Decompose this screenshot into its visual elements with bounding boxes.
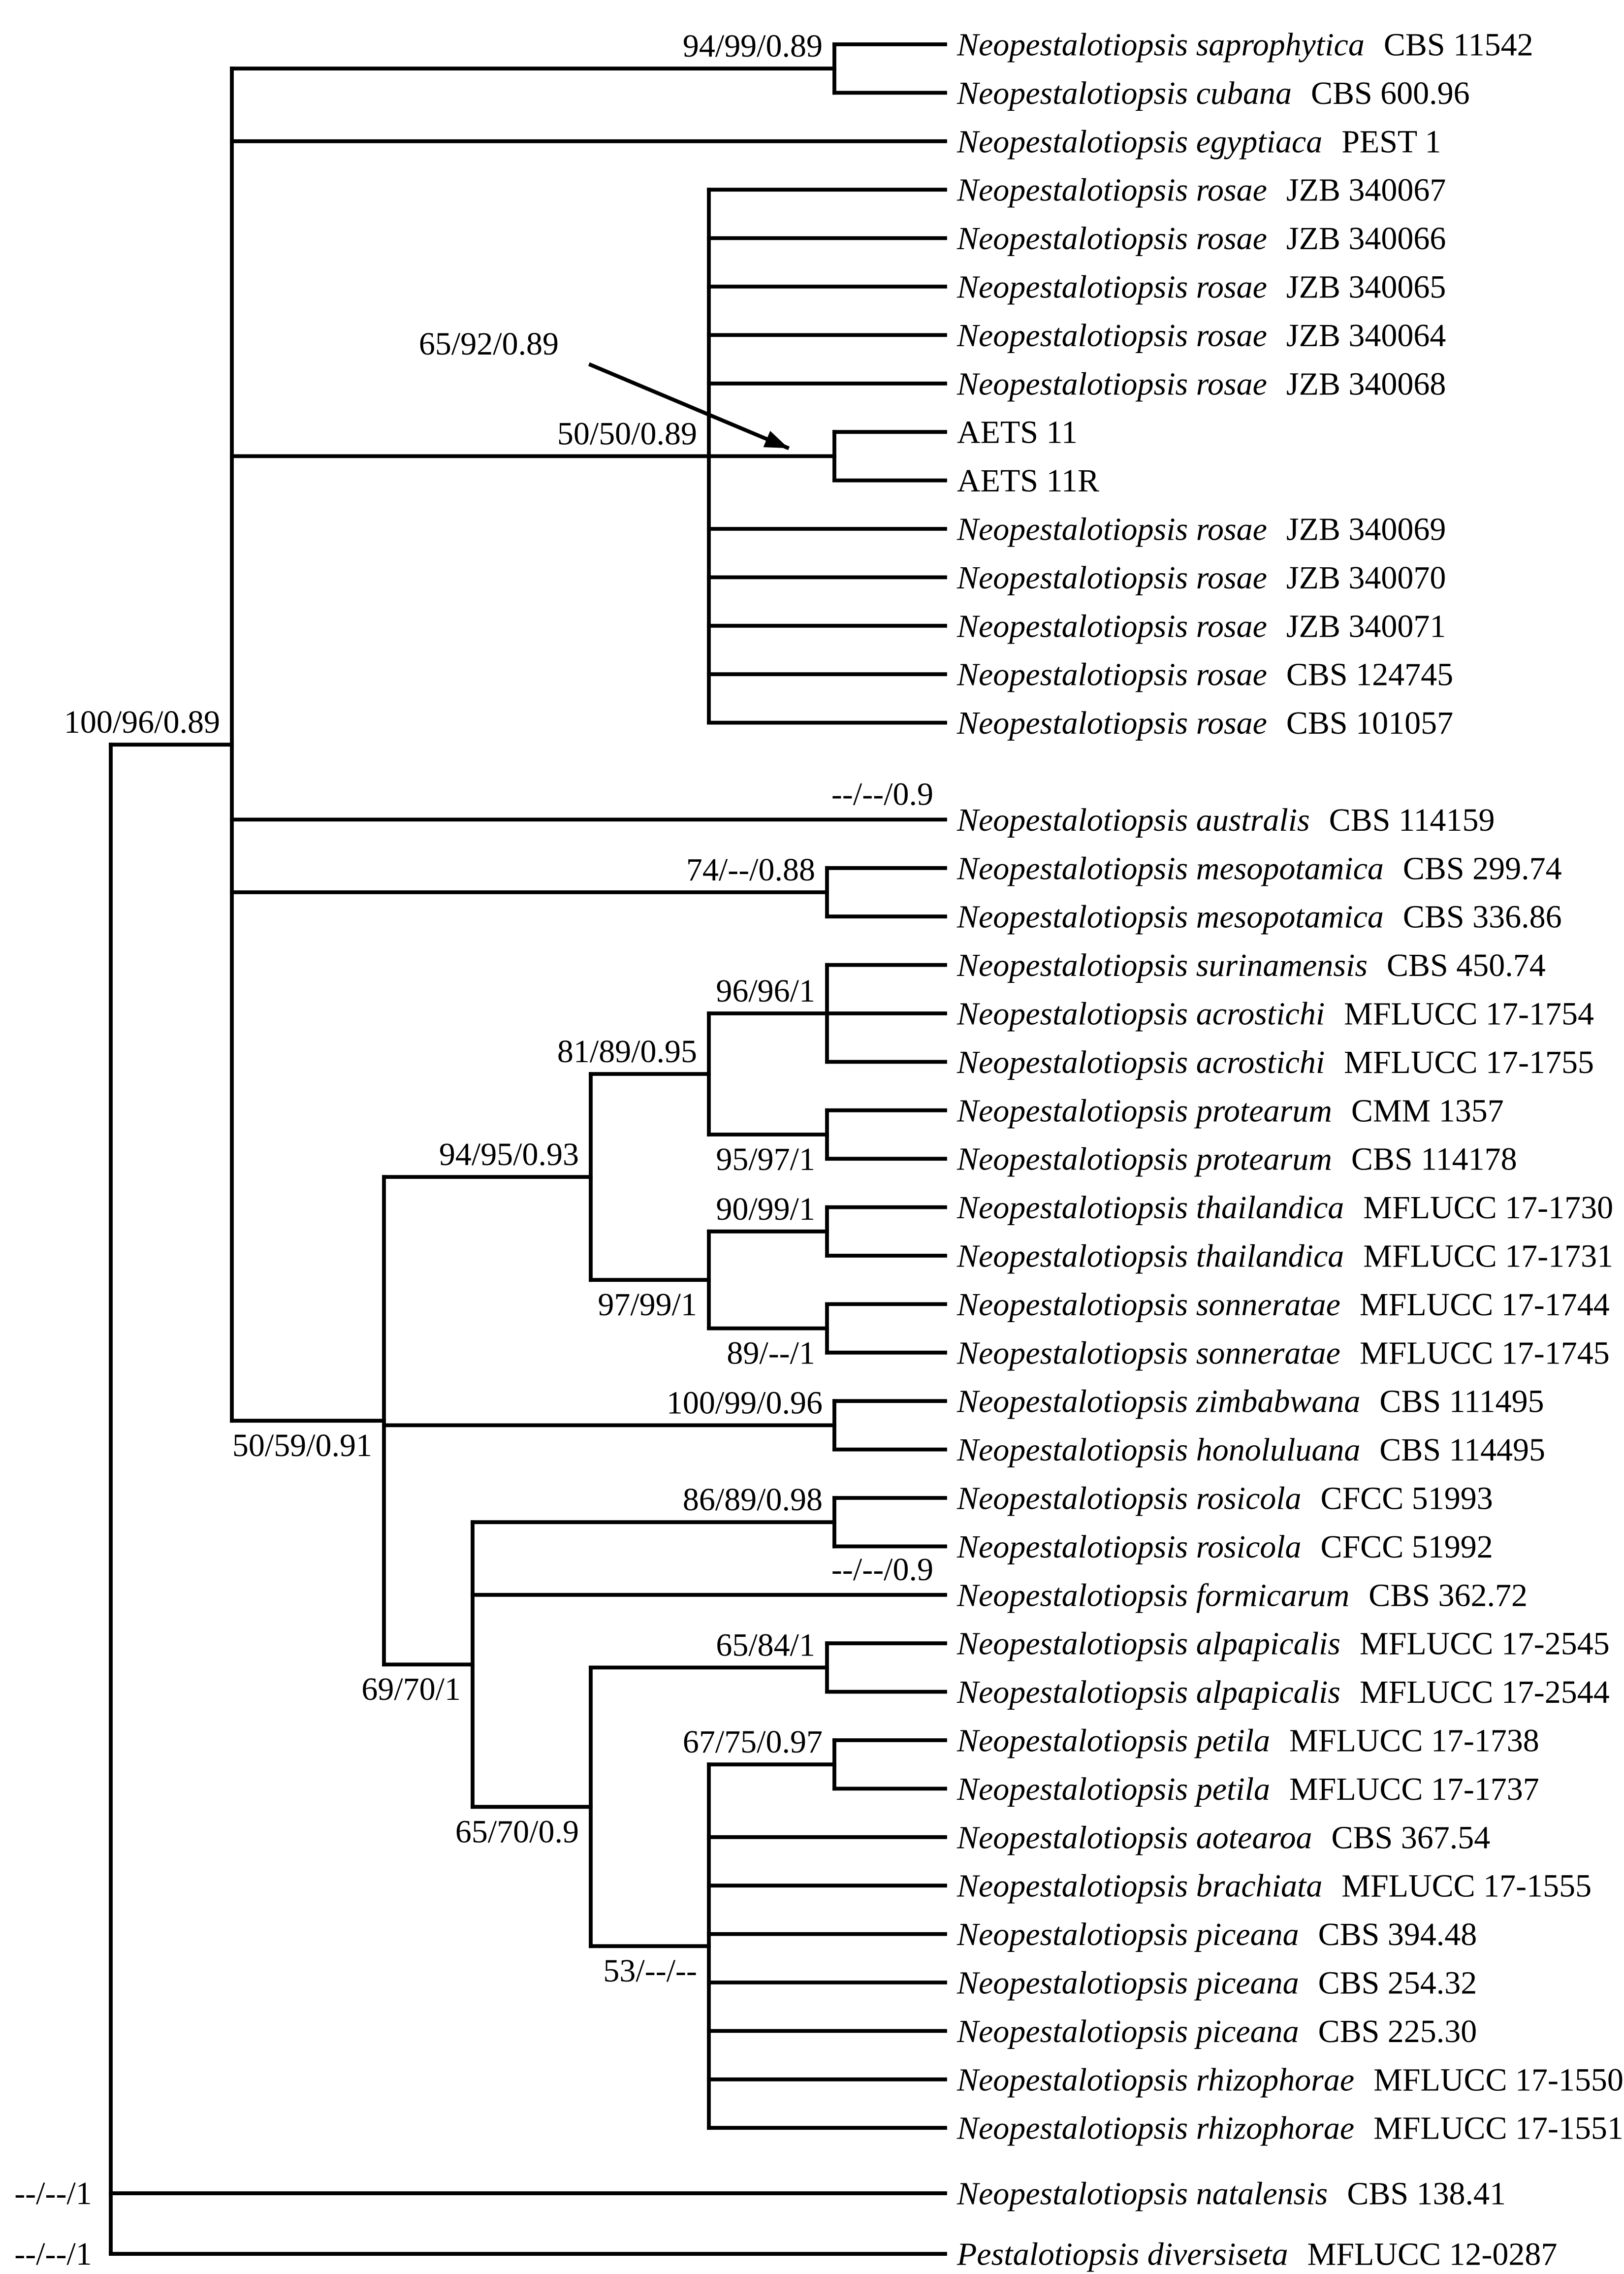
taxon-species-name: Pestalotiopsis diversiseta: [956, 2236, 1288, 2273]
taxon-strain-code: PEST 1: [1341, 124, 1441, 160]
taxon-label: [956, 899, 1562, 935]
taxon-species-name: Neopestalotiopsis rosae: [956, 705, 1267, 742]
taxon-species-name: Neopestalotiopsis thailandica: [956, 1238, 1344, 1274]
taxon-label: [956, 75, 1470, 111]
taxon-label: [956, 1432, 1545, 1468]
taxon-label: [956, 608, 1446, 644]
taxon-label: [956, 221, 1446, 257]
taxon-label: [956, 2176, 1506, 2212]
taxon-strain-code: JZB 340064: [1286, 317, 1446, 354]
taxon-species-name: Neopestalotiopsis rosae: [956, 317, 1267, 354]
taxon-species-name: Neopestalotiopsis piceana: [956, 1917, 1299, 1953]
taxon-species-name: Neopestalotiopsis rhizophorae: [956, 2110, 1355, 2146]
taxon-label: [956, 560, 1446, 596]
taxon-species-name: Neopestalotiopsis petila: [956, 1771, 1271, 1807]
taxon-strain-code: MFLUCC 17-1754: [1344, 996, 1594, 1032]
taxon-strain-code: JZB 340065: [1286, 269, 1446, 305]
taxon-strain-code: CFCC 51992: [1320, 1528, 1493, 1565]
taxon-strain-code: MFLUCC 17-1737: [1289, 1771, 1539, 1807]
support-values-label: 50/59/0.91: [232, 1428, 372, 1464]
taxon-species-name: Neopestalotiopsis rosae: [956, 172, 1267, 208]
taxon-strain-code: MFLUCC 17-1730: [1363, 1190, 1614, 1226]
taxon-label: [956, 1190, 1613, 1226]
diversiseta-branch-support-label: --/--/1: [14, 2236, 92, 2272]
support-values-label: 89/--/1: [727, 1335, 815, 1371]
taxon-strain-code: CMM 1357: [1351, 1093, 1504, 1129]
taxon-strain-code: AETS 11: [956, 414, 1078, 451]
taxon-species-name: Neopestalotiopsis rosae: [956, 269, 1267, 305]
taxon-species-name: Neopestalotiopsis sonneratae: [956, 1335, 1340, 1371]
taxon-species-name: Neopestalotiopsis aotearoa: [956, 1819, 1312, 1856]
taxon-strain-code: CBS 367.54: [1331, 1819, 1491, 1856]
taxon-label: [956, 1674, 1610, 1710]
taxon-strain-code: MFLUCC 17-1738: [1289, 1722, 1539, 1759]
support-values-label: 86/89/0.98: [682, 1482, 823, 1518]
taxon-strain-code: MFLUCC 17-2545: [1359, 1625, 1610, 1662]
taxon-strain-code: CBS 124745: [1286, 656, 1454, 693]
taxon-strain-code: CBS 600.96: [1310, 75, 1470, 111]
taxon-strain-code: CBS 450.74: [1387, 947, 1546, 984]
taxon-species-name: Neopestalotiopsis zimbabwana: [956, 1383, 1361, 1420]
support-values-label: 94/95/0.93: [439, 1137, 579, 1173]
taxon-strain-code: JZB 340066: [1286, 221, 1446, 257]
taxon-species-name: Neopestalotiopsis protearum: [956, 1141, 1332, 1177]
support-values-label: 94/99/0.89: [682, 28, 823, 65]
taxon-label: [956, 1626, 1610, 1662]
taxon-species-name: Neopestalotiopsis mesopotamica: [956, 850, 1384, 887]
taxon-species-name: Neopestalotiopsis saprophytica: [956, 27, 1365, 63]
taxon-label: [956, 2014, 1477, 2049]
taxon-strain-code: MFLUCC 12-0287: [1307, 2236, 1558, 2273]
taxon-strain-code: JZB 340071: [1286, 608, 1446, 645]
support-values-label: 65/70/0.9: [455, 1814, 579, 1850]
support-values-label: 65/84/1: [716, 1627, 815, 1663]
taxon-species-name: Neopestalotiopsis piceana: [956, 1965, 1299, 2001]
taxon-species-name: Neopestalotiopsis australis: [956, 802, 1310, 838]
taxon-species-name: Neopestalotiopsis petila: [956, 1722, 1271, 1759]
taxon-strain-code: CBS 114495: [1379, 1432, 1546, 1468]
taxon-label: [956, 1819, 1490, 1855]
taxon-strain-code: CBS 336.86: [1402, 899, 1562, 935]
taxon-label: [956, 996, 1594, 1032]
taxon-species-name: Neopestalotiopsis alpapicalis: [956, 1625, 1340, 1662]
taxon-strain-code: JZB 340069: [1286, 511, 1446, 548]
support-values-label: 100/96/0.89: [64, 704, 220, 741]
taxon-species-name: Neopestalotiopsis formicarum: [956, 1577, 1350, 1614]
taxon-label: [956, 366, 1446, 402]
taxon-species-name: Neopestalotiopsis mesopotamica: [956, 899, 1384, 935]
taxon-strain-code: JZB 340067: [1286, 172, 1446, 208]
taxon-species-name: Neopestalotiopsis egyptiaca: [956, 124, 1323, 160]
taxon-strain-code: MFLUCC 17-1744: [1359, 1286, 1610, 1323]
taxon-species-name: Neopestalotiopsis acrostichi: [956, 1044, 1325, 1080]
taxon-strain-code: MFLUCC 17-1551: [1373, 2110, 1624, 2146]
taxon-label: [956, 1771, 1539, 1807]
taxon-species-name: Neopestalotiopsis honoluluana: [956, 1432, 1361, 1468]
support-values-label: 50/50/0.89: [557, 416, 697, 452]
taxon-species-name: Neopestalotiopsis rosae: [956, 608, 1267, 645]
taxon-species-name: Neopestalotiopsis rosae: [956, 511, 1267, 548]
support-values-label: 74/--/0.88: [686, 852, 815, 888]
taxon-label: [956, 1093, 1504, 1129]
taxon-species-name: Neopestalotiopsis thailandica: [956, 1190, 1344, 1226]
taxon-strain-code: AETS 11R: [956, 463, 1100, 499]
aets-clade-support-label: 65/92/0.89: [418, 326, 559, 362]
taxon-strain-code: CBS 225.30: [1318, 2013, 1477, 2049]
taxon-label: [956, 1287, 1610, 1323]
taxon-label: [956, 27, 1533, 63]
taxon-species-name: Neopestalotiopsis piceana: [956, 2013, 1299, 2049]
taxon-label: [956, 1238, 1613, 1274]
taxon-strain-code: CBS 111495: [1379, 1383, 1544, 1420]
taxon-species-name: Neopestalotiopsis protearum: [956, 1093, 1332, 1129]
taxon-label: [956, 1335, 1610, 1371]
support-values-label: 81/89/0.95: [557, 1034, 697, 1070]
support-values-label: --/--/0.9: [831, 1551, 933, 1588]
taxon-label: [957, 415, 1078, 451]
taxon-label: [956, 269, 1446, 305]
taxon-species-name: Neopestalotiopsis natalensis: [956, 2176, 1328, 2212]
taxon-label: [956, 947, 1546, 983]
taxon-label: [956, 2111, 1624, 2146]
taxon-label: [956, 1044, 1594, 1080]
taxon-species-name: Neopestalotiopsis rosae: [956, 366, 1267, 402]
taxon-species-name: Neopestalotiopsis acrostichi: [956, 996, 1325, 1032]
taxon-species-name: Neopestalotiopsis rosae: [956, 559, 1267, 596]
support-values-label: 53/--/--: [603, 1953, 697, 1989]
support-values-label: 95/97/1: [716, 1141, 815, 1178]
taxon-label: [956, 2062, 1624, 2098]
taxon-label: [956, 1141, 1517, 1177]
taxon-label: [956, 705, 1453, 741]
taxon-strain-code: MFLUCC 17-1550: [1373, 2062, 1624, 2098]
taxon-label: [956, 1481, 1493, 1517]
tree-group: [14, 27, 1624, 2273]
taxon-label: [956, 1577, 1528, 1613]
taxon-species-name: Neopestalotiopsis rosicola: [956, 1528, 1302, 1565]
taxon-species-name: Neopestalotiopsis cubana: [956, 75, 1292, 111]
taxon-species-name: Neopestalotiopsis sonneratae: [956, 1286, 1340, 1323]
taxon-strain-code: MFLUCC 17-2544: [1359, 1674, 1610, 1711]
taxon-strain-code: CBS 254.32: [1318, 1965, 1477, 2001]
taxon-strain-code: CBS 114159: [1329, 802, 1495, 838]
taxon-strain-code: MFLUCC 17-1755: [1344, 1044, 1594, 1080]
taxon-strain-code: MFLUCC 17-1745: [1359, 1335, 1610, 1371]
taxon-label: [956, 1723, 1539, 1759]
taxon-label: [956, 1965, 1477, 2001]
taxon-label: [956, 802, 1495, 838]
taxon-label: [956, 2237, 1557, 2273]
support-values-label: 69/70/1: [361, 1671, 461, 1708]
taxon-label: [956, 1529, 1493, 1565]
taxon-strain-code: CBS 138.41: [1347, 2176, 1506, 2212]
taxon-species-name: Neopestalotiopsis rosae: [956, 221, 1267, 257]
taxon-strain-code: MFLUCC 17-1555: [1341, 1868, 1592, 1904]
taxon-label: [956, 1868, 1592, 1904]
taxon-strain-code: JZB 340070: [1286, 559, 1446, 596]
support-values-label: 90/99/1: [716, 1191, 815, 1227]
natalensis-branch-support-label: --/--/1: [14, 2175, 92, 2211]
support-values-label: --/--/0.9: [831, 776, 933, 812]
taxon-label: [956, 124, 1441, 160]
taxon-label: [956, 172, 1446, 208]
taxon-strain-code: CBS 114178: [1351, 1141, 1517, 1177]
support-values-label: 96/96/1: [716, 973, 815, 1009]
taxon-label: [956, 850, 1562, 886]
taxon-label: [956, 657, 1453, 693]
taxon-label: [957, 463, 1099, 499]
taxon-strain-code: CFCC 51993: [1320, 1480, 1493, 1517]
taxon-species-name: Neopestalotiopsis rosae: [956, 656, 1267, 693]
taxon-species-name: Neopestalotiopsis brachiata: [956, 1868, 1323, 1904]
taxon-species-name: Neopestalotiopsis alpapicalis: [956, 1674, 1340, 1711]
taxon-strain-code: JZB 340068: [1286, 366, 1446, 402]
support-values-label: 67/75/0.97: [682, 1724, 823, 1760]
taxon-label: [956, 1917, 1477, 1952]
support-values-label: 100/99/0.96: [666, 1385, 823, 1421]
taxon-species-name: Neopestalotiopsis rosicola: [956, 1480, 1302, 1517]
taxon-strain-code: CBS 394.48: [1318, 1917, 1477, 1953]
taxon-species-name: Neopestalotiopsis surinamensis: [956, 947, 1368, 984]
taxon-label: [956, 318, 1446, 354]
taxon-label: [956, 1384, 1544, 1420]
taxon-strain-code: CBS 101057: [1286, 705, 1454, 742]
taxon-label: [956, 512, 1446, 548]
taxon-species-name: Neopestalotiopsis rhizophorae: [956, 2062, 1355, 2098]
taxon-strain-code: CBS 299.74: [1402, 850, 1562, 887]
taxon-strain-code: CBS 11542: [1383, 27, 1533, 63]
taxon-strain-code: MFLUCC 17-1731: [1363, 1238, 1614, 1274]
taxon-strain-code: CBS 362.72: [1369, 1577, 1528, 1614]
support-values-label: 97/99/1: [598, 1287, 697, 1323]
